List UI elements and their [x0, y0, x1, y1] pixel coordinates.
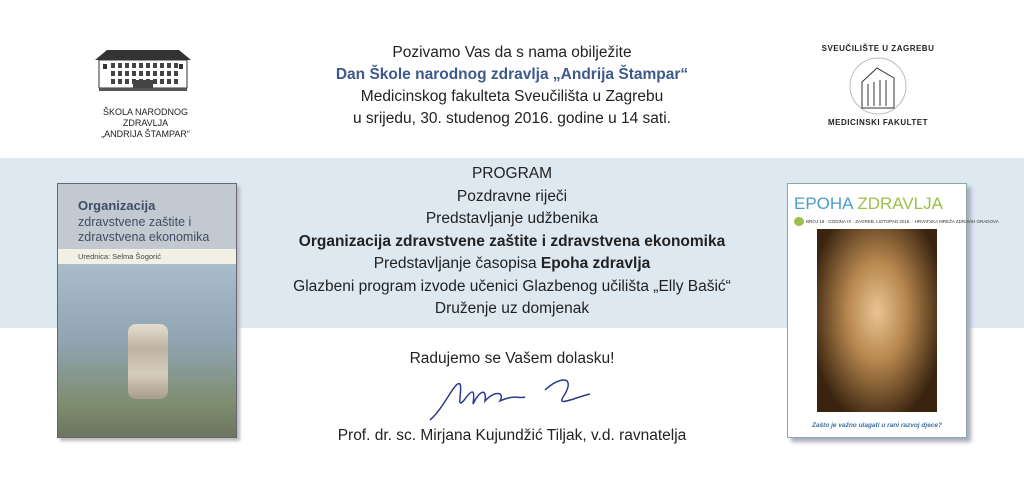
building-window: [153, 71, 157, 76]
building-window: [139, 63, 143, 68]
building-window: [111, 71, 115, 76]
building-window: [146, 71, 150, 76]
program-item-music: Glazbeni program izvode učenici Glazbenog učilišta „Elly Bašić“: [293, 277, 731, 295]
signature: [425, 372, 595, 427]
medical-faculty-seal: [848, 56, 908, 121]
building-window: [125, 71, 129, 76]
building-window: [160, 79, 164, 84]
book-cover-subtitle: zdravstvene zaštite i zdravstvena ekonomika: [78, 215, 210, 244]
seal-top-text: SVEUČILIŠTE U ZAGREBU: [821, 44, 935, 53]
apple-icon: [794, 217, 804, 226]
magazine-title-a: EPOHA: [794, 194, 858, 213]
invite-line: Pozivamo Vas da s nama obilježite: [392, 44, 632, 61]
closing-text: Radujemo se Vašem dolasku!: [409, 350, 615, 367]
stone-cairn-image: [128, 324, 168, 399]
magazine-title-b: ZDRAVLJA: [857, 194, 943, 213]
school-building-logo: [93, 44, 193, 97]
magazine-issue-info: BROJ 18 · GODINA IX · ZAGREB, LISTOPAD 2016. · HRVATSKA MREŽA ZDRAVIH GRADOVA: [806, 219, 999, 224]
seal-bottom-text: MEDICINSKI FAKULTET: [827, 118, 928, 127]
building-window: [160, 63, 164, 68]
child-photo: [817, 229, 937, 412]
book-editor: Urednica: Selma Šogorić: [78, 252, 161, 261]
book-cover-title: Organizacija: [78, 198, 156, 213]
event-name: Dan Škole narodnog zdravlja „Andrija Štampar“: [335, 66, 689, 83]
building-window: [167, 71, 171, 76]
program: [262, 163, 762, 321]
building-window: [160, 71, 164, 76]
building-window: [139, 71, 143, 76]
building-window: [167, 63, 171, 68]
magazine-cover: [787, 183, 999, 438]
building-window: [125, 79, 129, 84]
date-line: u srijedu, 30. studenog 2016. godine u 14 sati.: [353, 110, 671, 127]
building-window: [111, 63, 115, 68]
school-name: ŠKOLA NARODNOG ZDRAVLJA: [102, 107, 189, 128]
signatory: Prof. dr. sc. Mirjana Kujundžić Tiljak, v.d. ravnatelja: [337, 427, 687, 444]
magazine-caption: Zašto je važno ulagati u rani razvoj djece?: [811, 422, 943, 429]
program-item: Predstavljanje udžbenika: [425, 210, 599, 227]
invitation-header: [262, 42, 762, 130]
building-window: [174, 71, 178, 76]
journal-name: Epoha zdravlja: [540, 255, 651, 272]
magazine-title: [794, 194, 943, 214]
book-title: Organizacija zdravstvene zaštite i zdravstvena ekonomika: [298, 232, 726, 250]
building-window: [132, 71, 136, 76]
building-window: [132, 63, 136, 68]
building-window: [125, 63, 129, 68]
building-window: [111, 79, 115, 84]
building-window: [118, 79, 122, 84]
building-window: [174, 63, 178, 68]
building-window: [118, 63, 122, 68]
faculty-line: Medicinskog fakulteta Sveučilišta u Zagrebu: [360, 88, 664, 105]
textbook-cover: [57, 183, 237, 438]
building-window: [153, 63, 157, 68]
journal-prefix: Predstavljanje časopisa: [373, 255, 541, 272]
program-item-journal: [262, 253, 762, 276]
program-item-reception: Druženje uz domjenak: [434, 300, 590, 317]
school-name-quote: „ANDRIJA ŠTAMPAR“: [101, 129, 190, 139]
building-window: [118, 71, 122, 76]
building-window: [153, 79, 157, 84]
program-item: Pozdravne riječi: [456, 187, 568, 205]
building-window: [167, 79, 171, 84]
program-title: PROGRAM: [471, 165, 553, 182]
building-window: [174, 79, 178, 84]
building-window: [146, 63, 150, 68]
